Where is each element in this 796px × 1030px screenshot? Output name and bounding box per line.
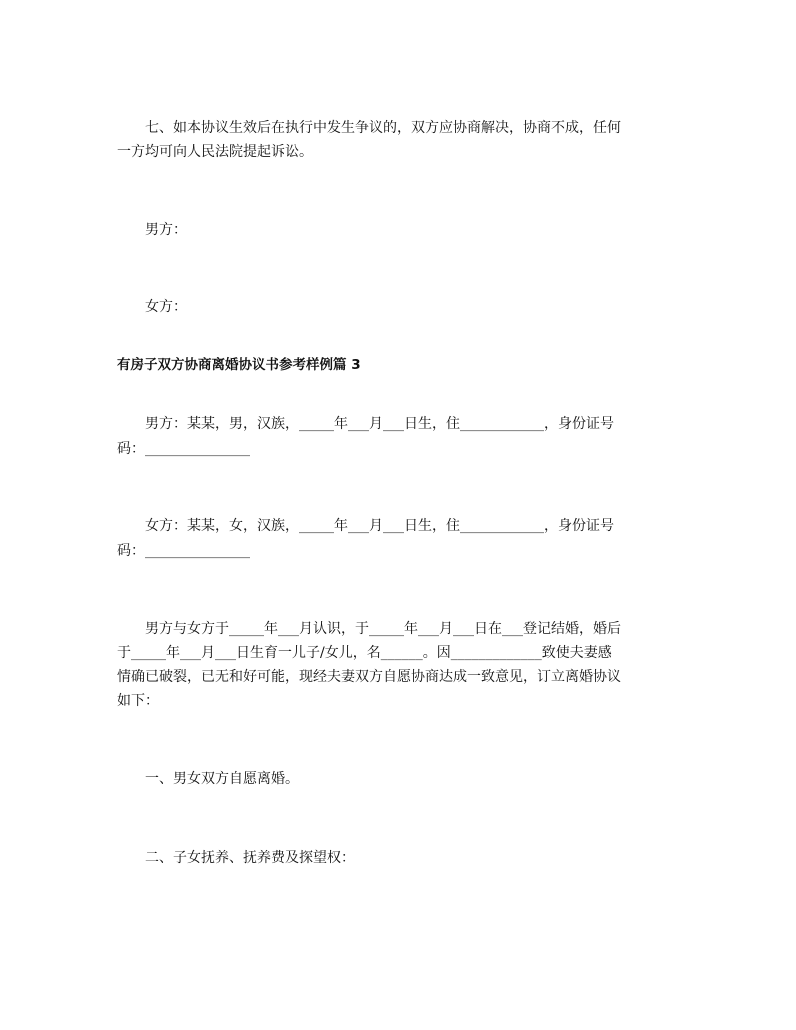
clause-7-line-2: 一方均可向人民法院提起诉讼。 bbox=[117, 144, 313, 160]
clause-2: 二、子女抚养、抚养费及探望权： bbox=[117, 850, 355, 866]
background-line-3: 情确已破裂，已无和好可能，现经夫妻双方自愿协商达成一致意见，订立离婚协议 bbox=[117, 669, 621, 685]
clause-7-line-1: 七、如本协议生效后在执行中发生争议的，双方应协商解决，协商不成，任何 bbox=[117, 120, 621, 136]
clause-1: 一、男女双方自愿离婚。 bbox=[117, 771, 299, 787]
background-line-2: 于_____年___月___日生育一儿子/女儿，名______。因_____________致使夫妻感 bbox=[117, 645, 612, 661]
background-line-4: 如下： bbox=[117, 693, 159, 709]
female-signature-label: 女方： bbox=[117, 299, 187, 315]
male-info-line-1: 男方：某某，男，汉族，_____年___月___日生，住____________，身份证号 bbox=[117, 416, 614, 432]
female-info-line-2: 码：_______________ bbox=[117, 543, 250, 559]
male-info-line-2: 码：_______________ bbox=[117, 441, 250, 457]
section-title: 有房子双方协商离婚协议书参考样例篇 3 bbox=[117, 357, 361, 373]
background-line-1: 男方与女方于_____年___月认识，于_____年___月___日在___登记结婚，婚后 bbox=[117, 621, 621, 637]
male-signature-label: 男方： bbox=[117, 222, 187, 238]
female-info-line-1: 女方：某某，女，汉族，_____年___月___日生，住____________，身份证号 bbox=[117, 518, 614, 534]
